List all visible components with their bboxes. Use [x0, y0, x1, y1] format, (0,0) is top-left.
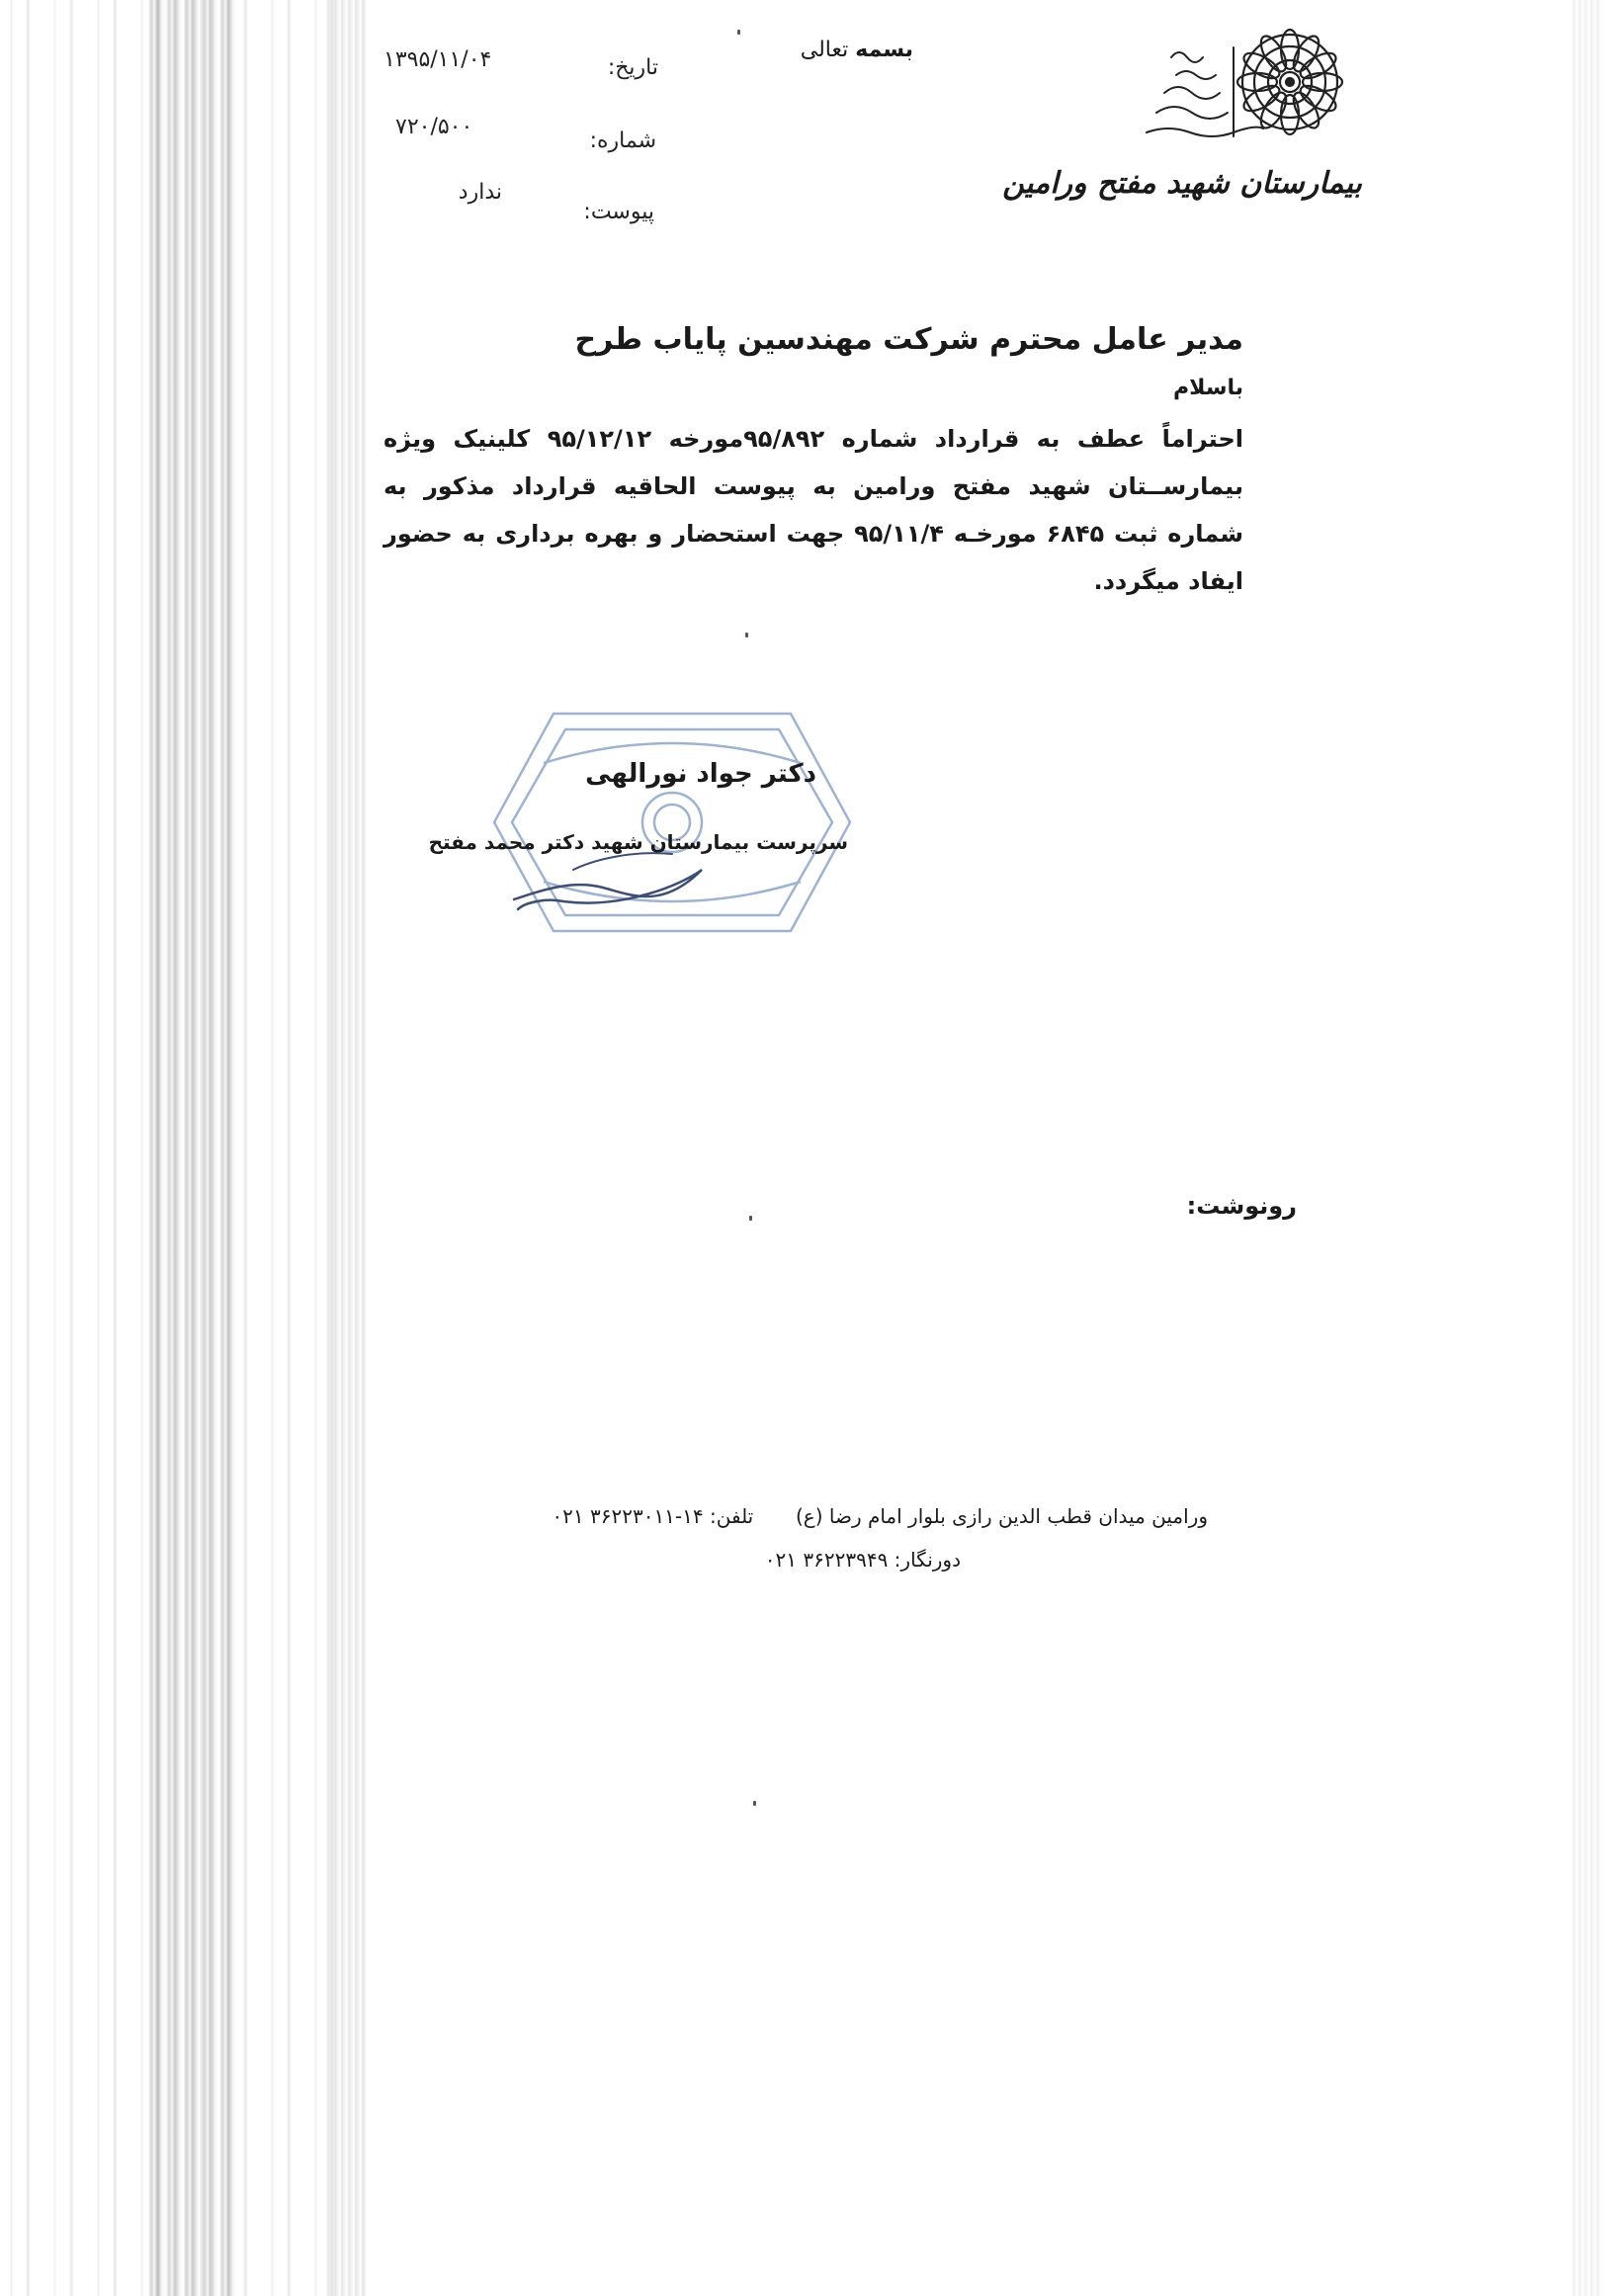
signatory-title: سرپرست بیمارستان شهید دکتر محمد مفتح	[428, 830, 848, 854]
binding-streak	[148, 0, 237, 2296]
hospital-logo	[1002, 18, 1374, 225]
scan-speck	[753, 1801, 756, 1806]
signature-scribble-icon	[504, 840, 722, 919]
letter-body: احتراماً عطف به قرارداد شماره ۹۵/۸۹۲مورخه ۹۵/۱۲/۱۲ کلینیک ویژه بیمارســتان شهید مفتح ورامین به پیوست الحاقیه قرارداد مذکور به شماره ثبت ۶۸۴۵ مورخـه ۹۵/۱۱/۴ جهت استحضار و بهره برداری به حضور ایفاد میگردد.	[383, 425, 1243, 595]
handwritten-signature	[504, 840, 722, 919]
scan-speck	[737, 30, 740, 35]
recipient-line: مدیر عامل محترم شرکت مهندسین پایاب طرح	[574, 322, 1243, 357]
bismillah-heading	[801, 38, 913, 62]
cc-label: رونوشت:	[1186, 1192, 1297, 1220]
footer-address-line	[552, 1504, 1208, 1528]
binding-streak-secondary	[326, 0, 366, 2296]
footer-address: ورامین میدان قطب الدین رازی بلوار امام رضا (ع)	[795, 1504, 1208, 1528]
date-label: تاریخ:	[607, 55, 658, 80]
hospital-logo-name: بیمارستان شهید مفتح ورامین	[1002, 166, 1362, 201]
number-value: ۷۲۰/۵۰۰	[395, 115, 473, 139]
scan-speck	[745, 633, 748, 638]
scan-speck	[749, 1216, 752, 1221]
bismillah-rest: تعالی	[800, 38, 849, 62]
signatory-name: دکتر جواد نورالهی	[585, 759, 816, 789]
attachment-label: پیوست:	[583, 200, 654, 224]
edge-streak	[1572, 0, 1601, 2296]
greeting: باسلام	[1173, 376, 1243, 400]
bismillah-bold: بسمه	[855, 38, 913, 62]
attachment-value: ندارد	[458, 180, 502, 205]
date-value: ۱۳۹۵/۱۱/۰۴	[383, 47, 492, 72]
footer-fax: دورنگار: ۳۶۲۲۳۹۴۹ ۰۲۱	[764, 1548, 961, 1572]
number-label: شماره:	[589, 128, 656, 153]
footer-phone: تلفن: ۱۴-۳۶۲۲۳۰۱۱ ۰۲۱	[552, 1504, 754, 1528]
